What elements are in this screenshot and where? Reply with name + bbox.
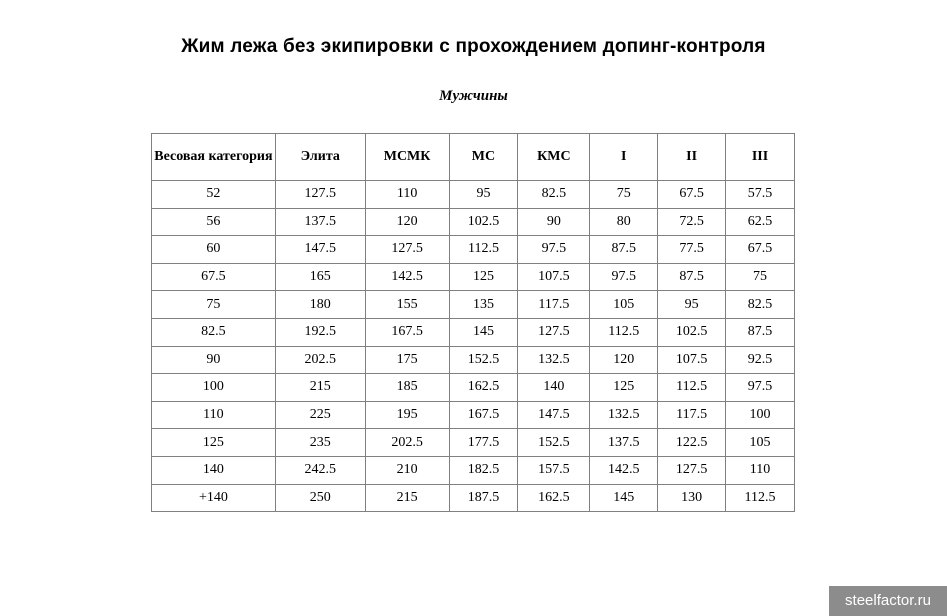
standard-cell: 125 <box>449 263 518 291</box>
standard-cell: 110 <box>365 181 449 209</box>
standard-cell: 187.5 <box>449 484 518 512</box>
standard-cell: 122.5 <box>658 429 726 457</box>
standard-cell: 112.5 <box>726 484 795 512</box>
table-header-row <box>152 134 795 181</box>
standard-cell: 137.5 <box>590 429 658 457</box>
standard-cell: 177.5 <box>449 429 518 457</box>
standard-cell: 127.5 <box>275 181 365 209</box>
table-row <box>152 401 795 429</box>
standard-cell: 120 <box>590 346 658 374</box>
column-header: III <box>726 134 795 181</box>
standard-cell: 215 <box>365 484 449 512</box>
weight-class-cell: 125 <box>152 429 276 457</box>
standard-cell: 97.5 <box>518 236 590 264</box>
standard-cell: 175 <box>365 346 449 374</box>
standard-cell: 117.5 <box>658 401 726 429</box>
column-header: Весовая категория <box>152 134 276 181</box>
standard-cell: 210 <box>365 456 449 484</box>
page-title: Жим лежа без экипировки с прохождением допинг-контроля <box>181 36 766 57</box>
standard-cell: 95 <box>449 181 518 209</box>
standard-cell: 97.5 <box>590 263 658 291</box>
standards-table <box>151 133 795 512</box>
watermark: steelfactor.ru <box>829 586 947 616</box>
standard-cell: 192.5 <box>275 318 365 346</box>
standard-cell: 125 <box>590 374 658 402</box>
standard-cell: 147.5 <box>518 401 590 429</box>
standard-cell: 235 <box>275 429 365 457</box>
standard-cell: 92.5 <box>726 346 795 374</box>
standard-cell: 97.5 <box>726 374 795 402</box>
standard-cell: 87.5 <box>590 236 658 264</box>
standard-cell: 135 <box>449 291 518 319</box>
weight-class-cell: +140 <box>152 484 276 512</box>
weight-class-cell: 75 <box>152 291 276 319</box>
standard-cell: 185 <box>365 374 449 402</box>
standard-cell: 100 <box>726 401 795 429</box>
standard-cell: 202.5 <box>365 429 449 457</box>
table-row <box>152 291 795 319</box>
table-row <box>152 208 795 236</box>
standard-cell: 72.5 <box>658 208 726 236</box>
standard-cell: 102.5 <box>658 318 726 346</box>
standard-cell: 167.5 <box>449 401 518 429</box>
standard-cell: 157.5 <box>518 456 590 484</box>
standard-cell: 62.5 <box>726 208 795 236</box>
standard-cell: 140 <box>518 374 590 402</box>
standard-cell: 77.5 <box>658 236 726 264</box>
standard-cell: 132.5 <box>590 401 658 429</box>
standard-cell: 82.5 <box>518 181 590 209</box>
standard-cell: 147.5 <box>275 236 365 264</box>
standard-cell: 182.5 <box>449 456 518 484</box>
weight-class-cell: 82.5 <box>152 318 276 346</box>
standard-cell: 117.5 <box>518 291 590 319</box>
column-header: МСМК <box>365 134 449 181</box>
weight-class-cell: 56 <box>152 208 276 236</box>
standard-cell: 142.5 <box>365 263 449 291</box>
table-row <box>152 181 795 209</box>
weight-class-cell: 90 <box>152 346 276 374</box>
standard-cell: 87.5 <box>726 318 795 346</box>
table-row <box>152 263 795 291</box>
column-header: Элита <box>275 134 365 181</box>
standard-cell: 127.5 <box>365 236 449 264</box>
standard-cell: 145 <box>590 484 658 512</box>
page-subtitle: Мужчины <box>439 88 508 104</box>
standard-cell: 57.5 <box>726 181 795 209</box>
weight-class-cell: 110 <box>152 401 276 429</box>
standard-cell: 107.5 <box>658 346 726 374</box>
table-row <box>152 318 795 346</box>
standard-cell: 107.5 <box>518 263 590 291</box>
column-header: I <box>590 134 658 181</box>
standard-cell: 145 <box>449 318 518 346</box>
table-row <box>152 346 795 374</box>
column-header: II <box>658 134 726 181</box>
standard-cell: 90 <box>518 208 590 236</box>
standard-cell: 225 <box>275 401 365 429</box>
standard-cell: 127.5 <box>518 318 590 346</box>
standard-cell: 120 <box>365 208 449 236</box>
column-header: МС <box>449 134 518 181</box>
standard-cell: 152.5 <box>449 346 518 374</box>
weight-class-cell: 140 <box>152 456 276 484</box>
standard-cell: 112.5 <box>590 318 658 346</box>
standard-cell: 195 <box>365 401 449 429</box>
standard-cell: 167.5 <box>365 318 449 346</box>
standard-cell: 242.5 <box>275 456 365 484</box>
standard-cell: 152.5 <box>518 429 590 457</box>
standard-cell: 110 <box>726 456 795 484</box>
standard-cell: 67.5 <box>658 181 726 209</box>
standard-cell: 202.5 <box>275 346 365 374</box>
standard-cell: 137.5 <box>275 208 365 236</box>
standard-cell: 142.5 <box>590 456 658 484</box>
table-row <box>152 456 795 484</box>
standard-cell: 102.5 <box>449 208 518 236</box>
standard-cell: 132.5 <box>518 346 590 374</box>
standard-cell: 80 <box>590 208 658 236</box>
table-row <box>152 374 795 402</box>
weight-class-cell: 67.5 <box>152 263 276 291</box>
standard-cell: 112.5 <box>658 374 726 402</box>
standard-cell: 87.5 <box>658 263 726 291</box>
standard-cell: 165 <box>275 263 365 291</box>
standard-cell: 112.5 <box>449 236 518 264</box>
weight-class-cell: 52 <box>152 181 276 209</box>
standard-cell: 75 <box>726 263 795 291</box>
standard-cell: 127.5 <box>658 456 726 484</box>
table-row <box>152 429 795 457</box>
standard-cell: 180 <box>275 291 365 319</box>
standard-cell: 105 <box>726 429 795 457</box>
standard-cell: 95 <box>658 291 726 319</box>
standard-cell: 105 <box>590 291 658 319</box>
standard-cell: 215 <box>275 374 365 402</box>
standard-cell: 155 <box>365 291 449 319</box>
table-body <box>152 181 795 512</box>
table-row <box>152 484 795 512</box>
column-header: КМС <box>518 134 590 181</box>
weight-class-cell: 100 <box>152 374 276 402</box>
standard-cell: 67.5 <box>726 236 795 264</box>
standard-cell: 130 <box>658 484 726 512</box>
standard-cell: 162.5 <box>449 374 518 402</box>
standard-cell: 75 <box>590 181 658 209</box>
standard-cell: 162.5 <box>518 484 590 512</box>
weight-class-cell: 60 <box>152 236 276 264</box>
table-row <box>152 236 795 264</box>
standard-cell: 250 <box>275 484 365 512</box>
standard-cell: 82.5 <box>726 291 795 319</box>
